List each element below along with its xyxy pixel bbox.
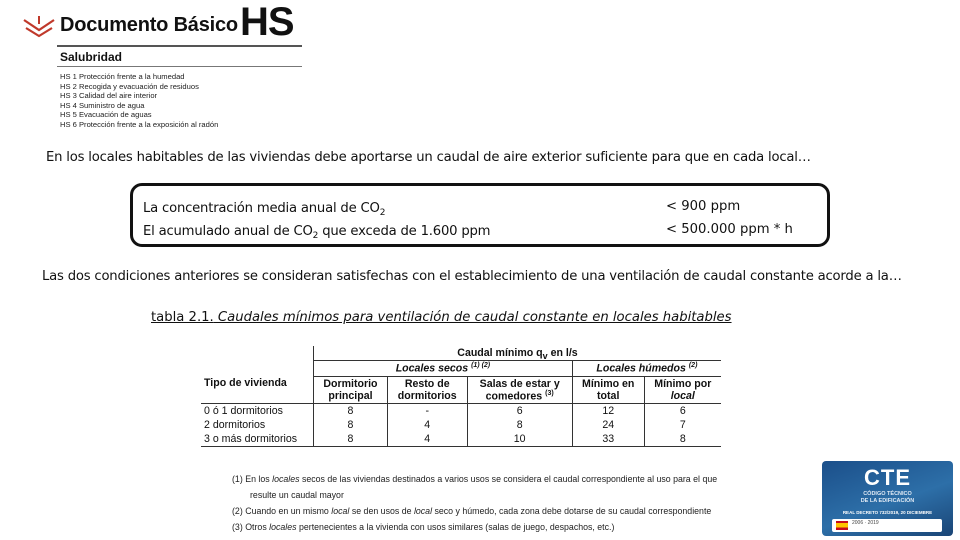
caption-title: Caudales mínimos para ventilación de caudal constante en locales habitables	[213, 310, 732, 325]
cell: 8	[314, 432, 388, 447]
top-header-unit: en l/s	[547, 347, 578, 359]
cell: 4	[387, 432, 467, 447]
cte-badge-strip	[832, 519, 942, 532]
table-corner-2	[201, 361, 314, 377]
col3-line-b: comedores	[485, 390, 543, 403]
cte-badge-subtitle	[822, 491, 953, 504]
caption-label: tabla 2.1.	[151, 310, 214, 325]
footnote-text: Cuando en un mismo	[242, 506, 332, 516]
col4-line-b: total	[597, 389, 620, 402]
footnote-2	[232, 503, 717, 519]
cte-badge-title: CTE	[864, 465, 911, 490]
footnote-num: (3)	[232, 522, 243, 532]
top-header-sub: v	[542, 351, 548, 361]
section-divider	[57, 66, 302, 67]
cte-badge	[822, 461, 953, 536]
condition-1	[143, 201, 385, 216]
cell: 10	[467, 432, 572, 447]
col3-note: (3)	[545, 389, 554, 397]
col-header-minimo-total	[572, 376, 644, 404]
list-item: HS 1 Protección frente a la humedad	[60, 72, 185, 81]
cell: 7	[644, 418, 721, 432]
cell: 12	[572, 404, 644, 419]
footnote-1-cont: resulte un caudal mayor	[250, 490, 344, 500]
cell: 4	[387, 418, 467, 432]
cell: 2 dormitorios	[204, 419, 266, 432]
group1-note: (1) (2)	[471, 362, 491, 369]
group2-note: (2)	[688, 362, 698, 369]
limit-1: < 900 ppm	[666, 199, 741, 214]
hs-list	[60, 72, 218, 130]
col-header-minimo-local	[644, 376, 721, 404]
condition-2-sub: 2	[312, 231, 319, 241]
group2-label: Locales húmedos	[596, 362, 686, 375]
footnote-text: Otros	[242, 522, 270, 532]
cell: 33	[572, 432, 644, 447]
list-item: HS 5 Evacuación de aguas	[60, 110, 152, 120]
footnote-num: (1)	[232, 474, 243, 484]
condition-1-text: La concentración media anual de CO	[143, 201, 380, 216]
footnote-italic: locales	[269, 522, 297, 532]
footnote-italic: local	[331, 506, 350, 516]
col-header-dormitorio	[314, 376, 388, 404]
footnote-text: seco y húmedo, cada zona debe dotarse de su caudal correspondiente	[432, 506, 712, 516]
spain-flag-icon	[836, 521, 848, 530]
col1-line-b: principal	[328, 389, 373, 402]
col-header-tipo: Tipo de vivienda	[201, 376, 314, 404]
footnote-3	[232, 519, 717, 535]
table-corner	[201, 346, 314, 361]
col-header-resto	[387, 376, 467, 404]
cell: 8	[314, 404, 388, 419]
cell: 3 o más dormitorios	[201, 432, 314, 447]
footnote-1	[232, 471, 717, 487]
cell: 8	[644, 432, 721, 447]
cell: 8	[467, 418, 572, 432]
list-item: HS 2 Recogida y evacuación de residuos	[60, 81, 199, 91]
col-header-salas	[467, 376, 572, 404]
cell: 24	[572, 418, 644, 432]
cte-sub-line-1: CÓDIGO TÉCNICO	[863, 491, 912, 497]
condition-2	[143, 224, 490, 239]
cte-strip-text: 2006 · 2019	[852, 520, 879, 526]
cte-sub-line-2: DE LA EDIFICACIÓN	[860, 497, 915, 504]
table-row	[201, 404, 721, 419]
cell: 6	[467, 404, 572, 419]
table-row	[201, 418, 721, 432]
footnote-text: secos de las viviendas destinados a varios usos se considera el caudal correspondiente al uso para el que	[299, 474, 718, 484]
col2-line-b: dormitorios	[397, 389, 457, 402]
document-title-part1: Documento	[60, 14, 174, 36]
footnote-text: pertenecientes a la vivienda con usos similares (salas de juego, despachos, etc.)	[296, 522, 615, 532]
cell: 0 ó 1 dormitorios	[204, 405, 283, 418]
footnote-italic: local	[413, 506, 433, 516]
cte-logo-icon	[22, 14, 56, 40]
cell: -	[387, 404, 467, 419]
list-item: HS 6 Protección frente a la exposición al radón	[60, 119, 219, 129]
intro-text: En los locales habitables de las viviendas debe aportarse un caudal de aire exterior suficiente para que en cada local…	[46, 150, 811, 165]
table-row	[201, 432, 721, 447]
document-title-part2: Básico	[173, 14, 238, 36]
header-divider	[57, 45, 302, 47]
caudal-table	[201, 346, 721, 447]
col1-line-a: Dormitorio	[323, 377, 378, 390]
list-item: HS 4 Suministro de agua	[60, 100, 145, 110]
cell: 6	[644, 404, 721, 419]
condition-2-tail: que exceda de 1.600 ppm	[318, 224, 491, 239]
hs-code: HS	[240, 0, 294, 44]
cte-badge-decree: REAL DECRETO 732/2019, 20 DICIEMBRE	[842, 510, 933, 515]
footnote-italic: locales	[272, 474, 300, 484]
group-locales-secos	[314, 361, 573, 377]
top-header-text: Caudal mínimo q	[457, 347, 543, 359]
condition-1-sub: 2	[379, 208, 386, 218]
list-item: HS 3 Calidad del aire interior	[60, 91, 158, 101]
table-caption	[151, 310, 732, 325]
footnote-text: se den usos de	[349, 506, 414, 516]
group1-label: Locales secos	[395, 362, 469, 375]
section-title: Salubridad	[60, 50, 123, 64]
limit-2: < 500.000 ppm * h	[666, 222, 793, 237]
cell: 8	[314, 418, 388, 432]
condition-2-text: El acumulado anual de CO	[143, 224, 313, 239]
table-footnotes	[232, 471, 717, 535]
group-locales-humedos	[572, 361, 721, 377]
col3-line-a: Salas de estar y	[479, 377, 560, 390]
col5-line-a: Mínimo por	[654, 377, 712, 390]
footnote-text: En los	[242, 474, 273, 484]
col4-line-a: Mínimo en	[582, 377, 635, 390]
table-top-header	[314, 346, 722, 361]
footnote-num: (2)	[232, 506, 243, 516]
col5-line-b: local	[670, 389, 695, 402]
document-title	[60, 14, 238, 37]
body-paragraph: Las dos condiciones anteriores se consideran satisfechas con el establecimiento de una ventilación de caudal constante acorde a la…	[42, 269, 902, 284]
col2-line-a: Resto de	[404, 377, 450, 390]
